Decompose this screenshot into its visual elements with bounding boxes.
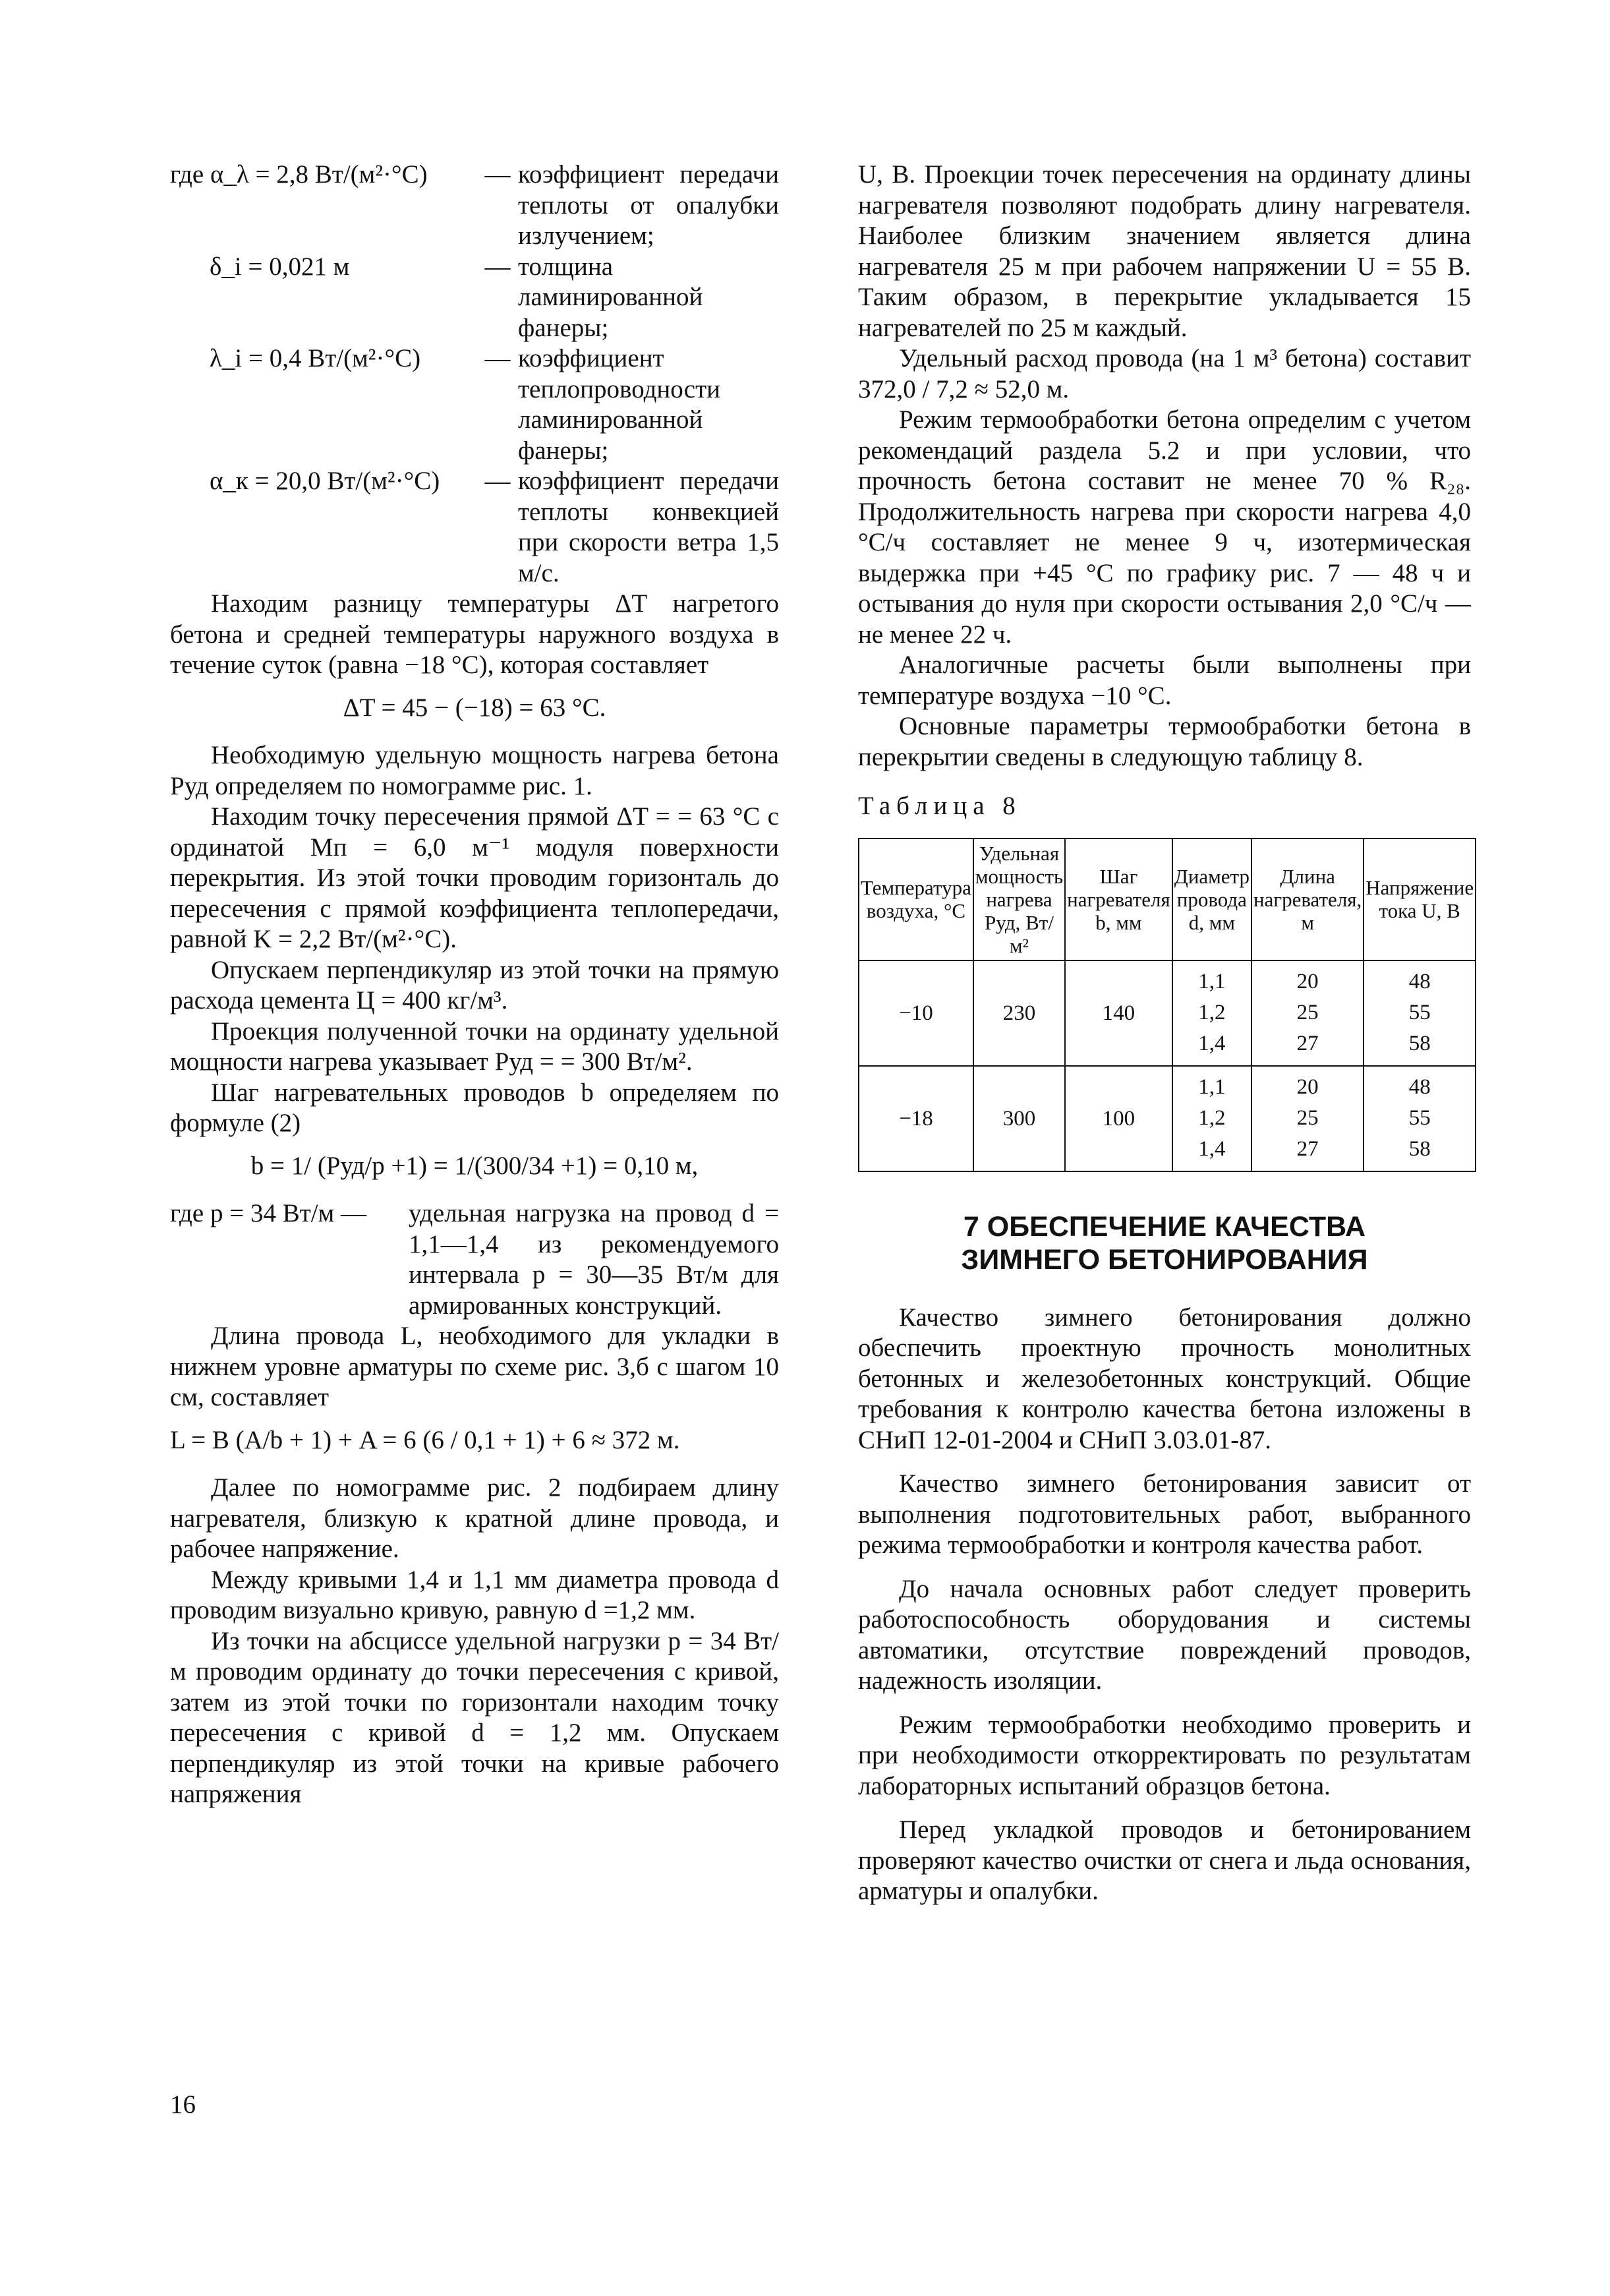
table-caption: Таблица 8 [858,792,1021,820]
data-table [858,838,1476,1172]
paragraph: Качество зимнего бетонирования зависит от выполнения подготовительных работ, выбранного режима термообработки и контроля качества работ. [858,1469,1471,1559]
table-cell: 300 [973,1066,1065,1171]
cell-value: 1,1 [1198,1075,1226,1099]
cell-value: 27 [1296,1137,1319,1161]
table-cell [1251,960,1364,1066]
paragraph: Необходимую удельную мощность нагрева бетона Pуд определяем по номограмме рис. 1. [170,741,779,800]
definition-dash: — [484,252,511,281]
table-header: Температура воздуха, °С [859,839,973,960]
definition-text: толщина ламинированной фанеры; [518,252,703,342]
table-cell [1172,960,1251,1066]
paragraph: Удельный расход провода (на 1 м³ бетона) составит 372,0 / 7,2 ≈ 52,0 м. [858,344,1471,403]
paragraph: Режим термообработки необходимо проверить и при необходимости откорректировать по результатам лабораторных испытаний образцов бетона. [858,1710,1471,1800]
definition-dash: — [484,344,511,372]
definition-text: коэффициент теплопроводности ламинированной фанеры; [518,344,720,465]
left-column [170,160,779,1810]
section-heading [858,1210,1471,1276]
table-row [859,1066,1476,1171]
paragraph: Находим точку пересечения прямой ΔT = = 63 °С с ординатой Mп = 6,0 м⁻¹ модуля поверхности перекрытия. Из этой точки проводим горизонталь до пересечения с прямой коэффициента теплопередачи, равной K = 2,2 Вт/(м²·°С). [170,802,779,953]
table-header: Напряжение тока U, В [1364,839,1476,960]
paragraph: До начала основных работ следует проверить работоспособность оборудования и системы автоматики, отсутствие повреждений проводов, надежность изоляции. [858,1574,1471,1695]
formula: L = В (A/b + 1) + A = 6 (6 / 0,1 + 1) + 6 ≈ 372 м. [170,1425,680,1454]
cell-value: 55 [1408,1001,1431,1024]
table-cell: 230 [973,960,1065,1066]
cell-value: 1,4 [1198,1137,1226,1161]
formula: ΔT = 45 − (−18) = 63 °С. [343,693,606,722]
cell-value: 55 [1408,1106,1431,1130]
table-header: Длина нагревателя, м [1251,839,1364,960]
table-cell [1251,1066,1364,1171]
table-header: Диаметр провода d, мм [1172,839,1251,960]
definition-text: коэффициент передачи теплоты конвекцией при скорости ветра 1,5 м/с. [518,467,779,587]
paragraph: Опускаем перпендикуляр из этой точки на прямую расхода цемента Ц = 400 кг/м³. [170,955,779,1015]
table-header: Удельная мощность нагрева Pуд, Вт/м² [973,839,1065,960]
where-text: удельная нагрузка на провод d = 1,1—1,4 из рекомендуемого интервала p = 30—35 Вт/м для армированных конструкций. [409,1199,779,1320]
table-header-row [859,839,1476,960]
table-cell: −10 [859,960,973,1066]
cell-value: 20 [1296,1075,1319,1099]
table-cell: −18 [859,1066,973,1171]
cell-value: 48 [1408,970,1431,993]
paragraph: Длина провода L, необходимого для укладки в нижнем уровне арматуры по схеме рис. 3,б с шагом 10 см, составляет [170,1322,779,1411]
cell-value: 1,2 [1198,1001,1226,1024]
table-row [859,960,1476,1066]
cell-value: 1,4 [1198,1032,1226,1055]
definition-dash: — [484,467,511,495]
table-cell: 140 [1065,960,1172,1066]
page-number: 16 [170,2090,196,2119]
cell-value: 1,2 [1198,1106,1226,1130]
paragraph: Аналогичные расчеты были выполнены при температуре воздуха −10 °С. [858,651,1471,710]
paragraph: Качество зимнего бетонирования должно обеспечить проектную прочность монолитных бетонных и железобетонных конструкций. Общие требования к контролю качества бетона изложены в СНиП 12-01-2004 и СНиП 3.03.01-87. [858,1303,1471,1454]
paragraph: Между кривыми 1,4 и 1,1 мм диаметра провода d проводим визуально кривую, равную d =1,2 мм. [170,1565,779,1624]
definition-symbol: δ_i = 0,021 м [210,252,350,281]
paragraph: Из точки на абсциссе удельной нагрузки p = 34 Вт/м проводим ординату до точки пересечения с кривой, затем из этой точки по горизонтали находим точку пересечения с кривой d = 1,2 мм. Опускаем перпендикуляр из этой точки на кривые рабочего напряжения [170,1626,779,1808]
paragraph: U, В. Проекции точек пересечения на ординату длины нагревателя позволяют подобрать длину нагревателя. Наиболее близким значением является длина нагревателя 25 м при рабочем напряжении U = 55 В. Таким образом, в перекрытие укладывается 15 нагревателей по 25 м каждый. [858,160,1471,342]
table-cell [1364,1066,1476,1171]
definition-text: коэффициент передачи теплоты от опалубки излучением; [518,160,779,250]
where-definition [170,1198,779,1321]
paragraph: Находим разницу температуры ΔT нагретого бетона и средней температуры наружного воздуха в течение суток (равна −18 °С), которая составляет [170,589,779,679]
table-cell: 100 [1065,1066,1172,1171]
cell-value: 25 [1296,1106,1319,1130]
cell-value: 1,1 [1198,970,1226,993]
formula: b = 1/ (Pуд/p +1) = 1/(300/34 +1) = 0,10 м, [250,1151,699,1180]
definition-item [170,343,779,466]
section-heading-line: 7 ОБЕСПЕЧЕНИЕ КАЧЕСТВА [963,1210,1366,1243]
right-column [858,160,1474,1907]
cell-value: 48 [1408,1075,1431,1099]
table-header: Шаг нагревателя b, мм [1065,839,1172,960]
section-heading-line: ЗИМНЕГО БЕТОНИРОВАНИЯ [961,1243,1368,1276]
table-cell [1172,1066,1251,1171]
cell-value: 58 [1408,1137,1431,1161]
where-label: где p = 34 Вт/м — [170,1199,367,1227]
definition-symbol: λ_i = 0,4 Вт/(м²·°С) [210,344,421,372]
paragraph: Основные параметры термообработки бетона в перекрытии сведены в следующую таблицу 8. [858,712,1471,771]
definition-item [170,466,779,589]
definition-symbol: α_к = 20,0 Вт/(м²·°С) [210,467,440,495]
cell-value: 25 [1296,1001,1319,1024]
cell-value: 20 [1296,970,1319,993]
paragraph: Режим термообработки бетона определим с учетом рекомендаций раздела 5.2 и при условии, что прочность бетона составит не менее 70 % R₂₈. Продолжительность нагрева при скорости нагрева 4,0 °С/ч составляет не менее 9 ч, изотермическая выдержка при +45 °С по графику рис. 7 — 48 ч и остывания до нуля при скорости остывания 2,0 °С/ч — не менее 22 ч. [858,405,1471,649]
definition-symbol: где α_λ = 2,8 Вт/(м²·°С) [170,160,428,189]
paragraph: Перед укладкой проводов и бетонированием проверяют качество очистки от снега и льда основания, арматуры и опалубки. [858,1815,1471,1905]
paragraph: Шаг нагревательных проводов b определяем по формуле (2) [170,1078,779,1137]
paragraph: Проекция полученной точки на ординату удельной мощности нагрева указывает Pуд = = 300 Вт/м². [170,1016,779,1076]
paragraph: Далее по номограмме рис. 2 подбираем длину нагревателя, близкую к кратной длине провода, и рабочее напряжение. [170,1473,779,1563]
definition-item [170,160,779,252]
definitions-list [170,160,779,589]
cell-value: 27 [1296,1032,1319,1055]
table-cell [1364,960,1476,1066]
definition-item [170,252,779,344]
definition-dash: — [484,160,511,189]
cell-value: 58 [1408,1032,1431,1055]
